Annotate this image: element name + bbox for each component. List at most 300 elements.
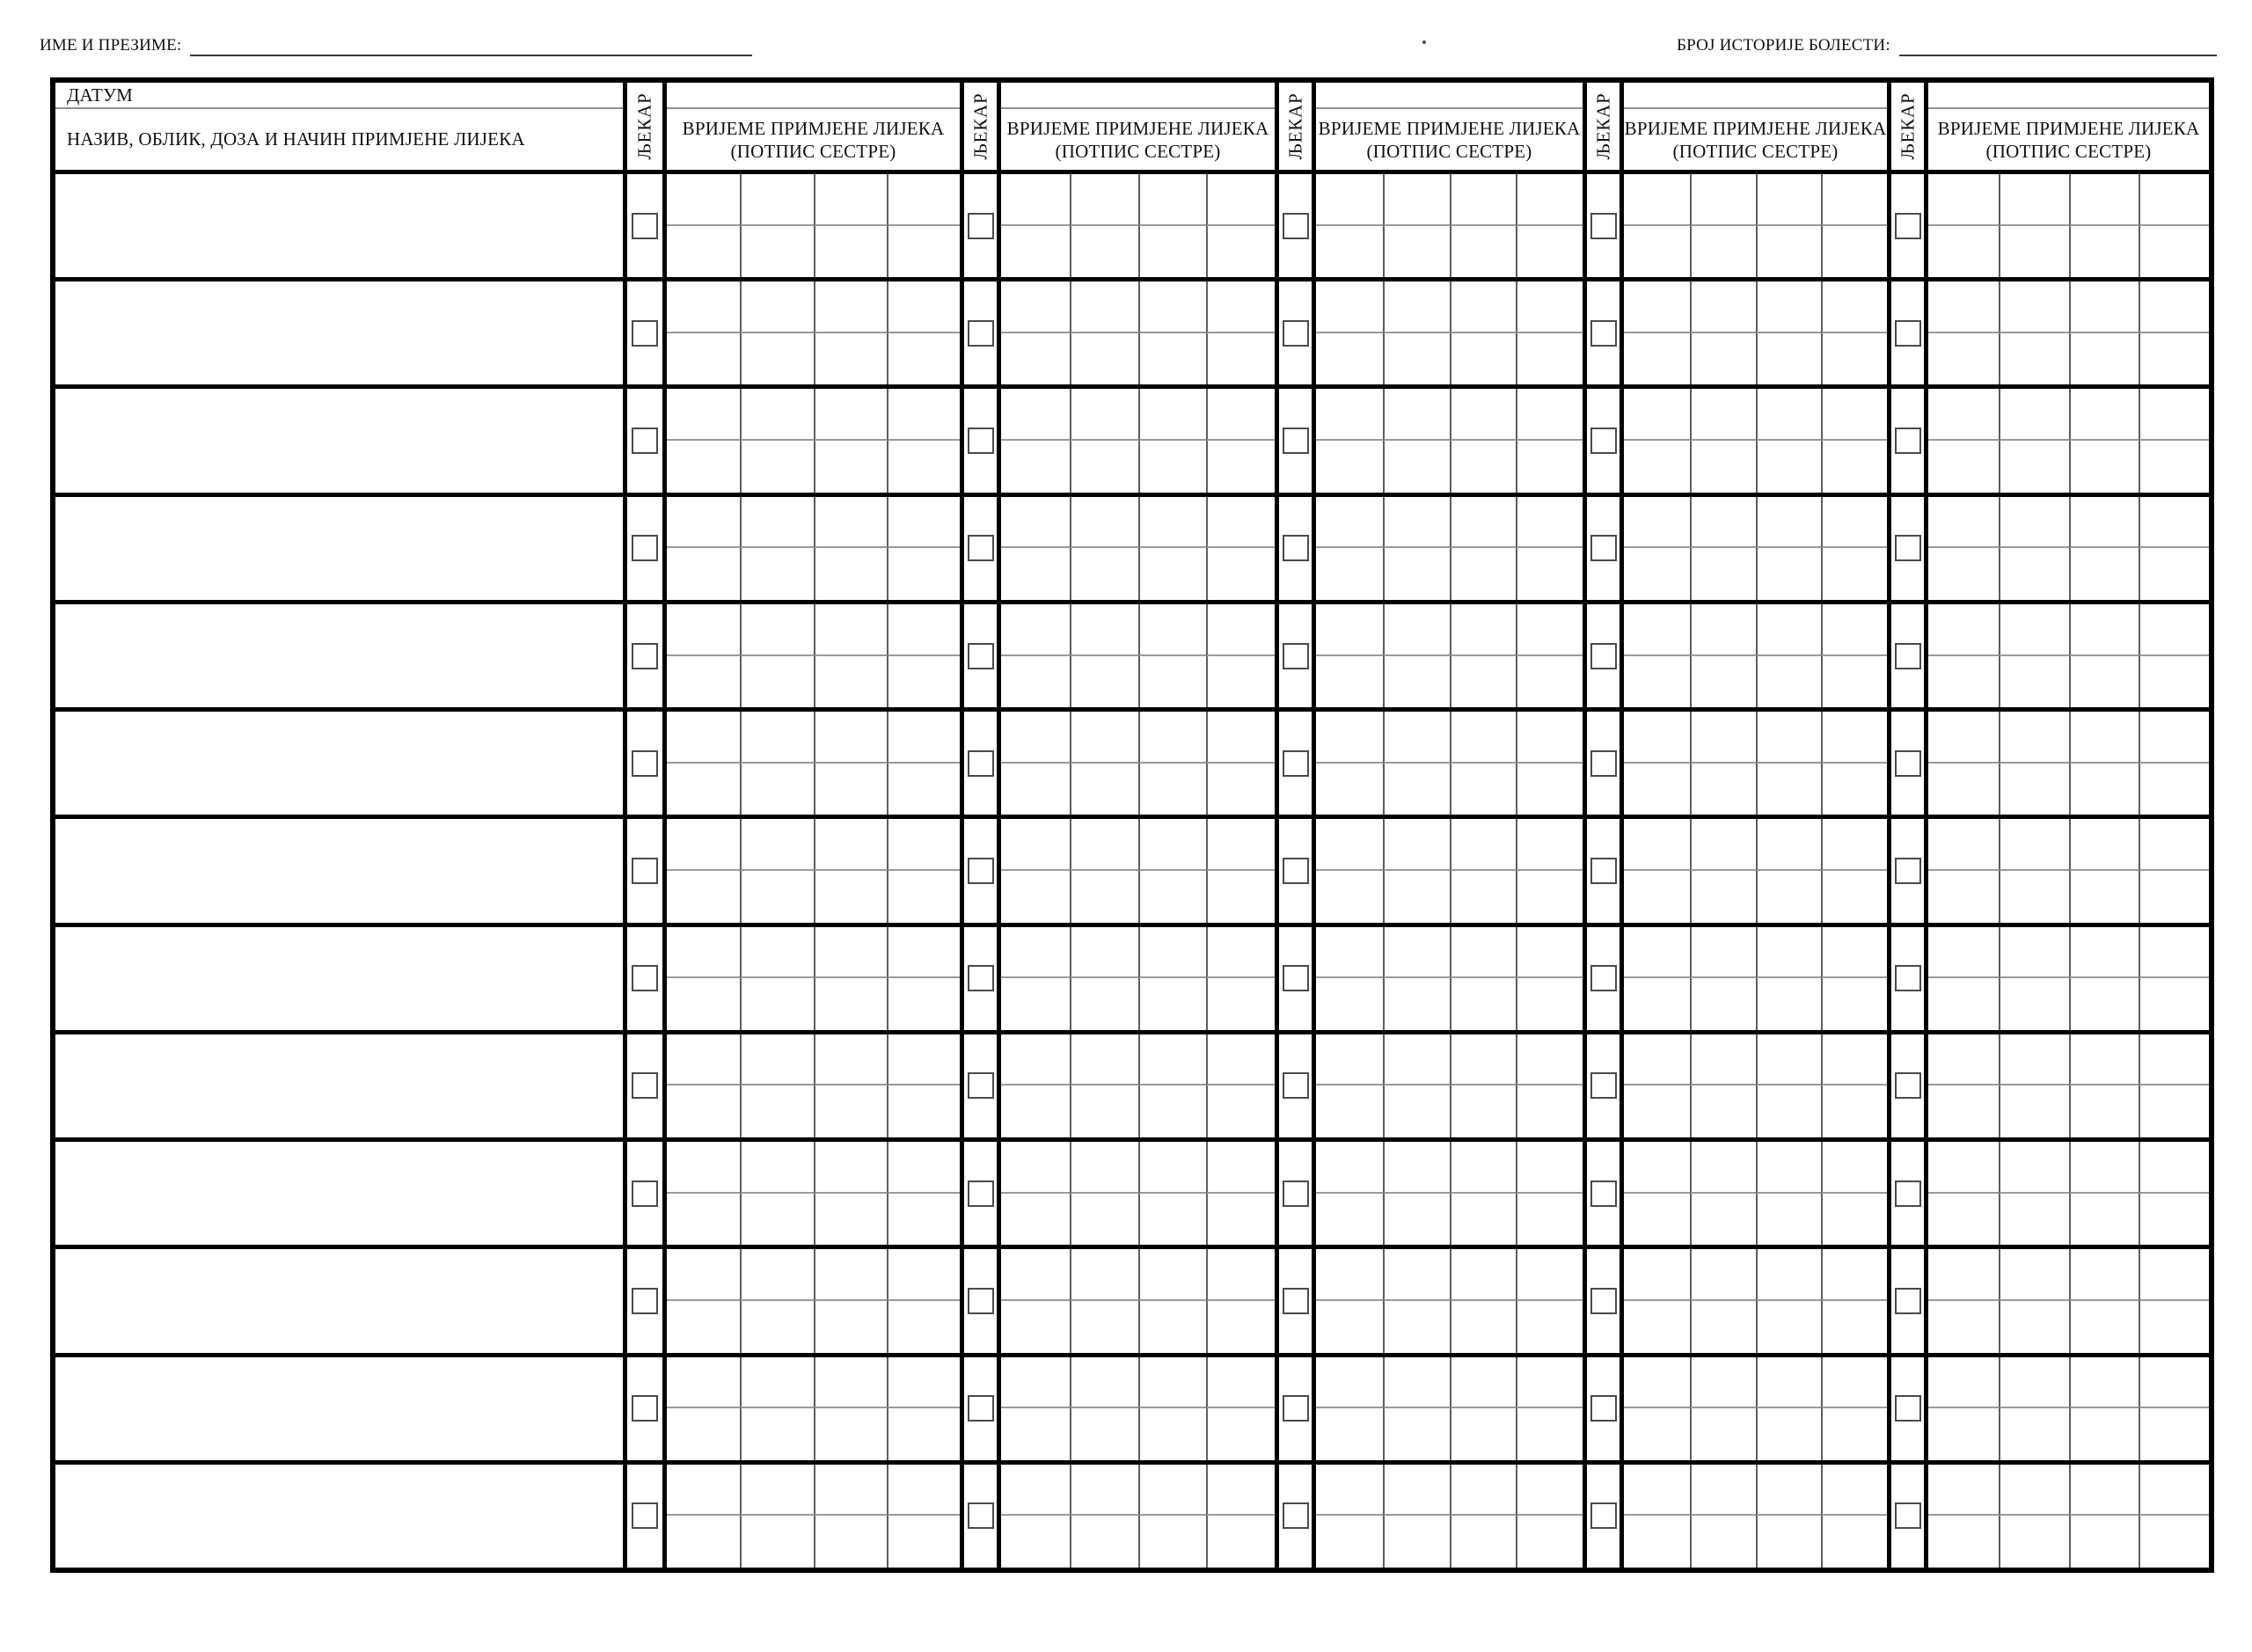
doctor-check-cell[interactable]: [1275, 1137, 1312, 1245]
time-grid-cell[interactable]: [1924, 170, 2209, 277]
time-slot-cell[interactable]: [1999, 226, 2069, 278]
doctor-check-cell[interactable]: [623, 1030, 662, 1137]
time-slot-cell[interactable]: [1756, 1034, 1822, 1086]
time-slot-cell[interactable]: [740, 441, 813, 493]
medication-entry-cell[interactable]: [55, 493, 623, 600]
time-slot-cell[interactable]: [1383, 1194, 1450, 1246]
time-slot-cell[interactable]: [1516, 978, 1583, 1030]
doctor-check-cell[interactable]: [1887, 707, 1924, 815]
time-slot-cell[interactable]: [1001, 1357, 1070, 1409]
time-grid-cell[interactable]: [1312, 493, 1583, 600]
time-slot-cell[interactable]: [667, 604, 740, 656]
time-slot-cell[interactable]: [1206, 281, 1275, 333]
time-slot-cell[interactable]: [1138, 871, 1207, 923]
time-grid-cell[interactable]: [1312, 600, 1583, 707]
time-slot-cell[interactable]: [740, 927, 813, 979]
medication-entry-cell[interactable]: [55, 1460, 623, 1568]
time-slot-cell[interactable]: [814, 389, 887, 441]
time-slot-cell[interactable]: [814, 764, 887, 815]
time-slot-cell[interactable]: [2069, 927, 2139, 979]
time-slot-cell[interactable]: [1928, 871, 1999, 923]
doctor-check-cell[interactable]: [960, 277, 997, 384]
time-grid-cell[interactable]: [1924, 384, 2209, 492]
doctor-checkbox[interactable]: [968, 858, 994, 884]
time-slot-cell[interactable]: [1383, 441, 1450, 493]
time-slot-cell[interactable]: [1070, 1301, 1138, 1353]
time-slot-cell[interactable]: [1821, 1408, 1887, 1460]
time-slot-cell[interactable]: [1928, 1249, 1999, 1301]
time-slot-cell[interactable]: [1999, 1034, 2069, 1086]
doctor-checkbox[interactable]: [632, 213, 658, 239]
time-slot-cell[interactable]: [667, 764, 740, 815]
time-slot-cell[interactable]: [1383, 1465, 1450, 1517]
time-slot-cell[interactable]: [1138, 1516, 1207, 1568]
time-slot-cell[interactable]: [2069, 226, 2139, 278]
time-slot-cell[interactable]: [1383, 333, 1450, 385]
time-slot-cell[interactable]: [1383, 174, 1450, 226]
time-slot-cell[interactable]: [1070, 1034, 1138, 1086]
time-slot-cell[interactable]: [1624, 927, 1690, 979]
time-slot-cell[interactable]: [1928, 1142, 1999, 1194]
time-slot-cell[interactable]: [2069, 764, 2139, 815]
time-slot-cell[interactable]: [1070, 871, 1138, 923]
time-slot-cell[interactable]: [1383, 656, 1450, 708]
time-slot-cell[interactable]: [887, 1142, 960, 1194]
time-slot-cell[interactable]: [2139, 497, 2209, 549]
medication-entry-cell[interactable]: [55, 600, 623, 707]
time-slot-cell[interactable]: [1928, 1516, 1999, 1568]
time-grid-cell[interactable]: [1924, 1245, 2209, 1352]
time-slot-cell[interactable]: [667, 441, 740, 493]
time-slot-cell[interactable]: [740, 656, 813, 708]
doctor-check-cell[interactable]: [1583, 707, 1620, 815]
time-slot-cell[interactable]: [1756, 497, 1822, 549]
time-slot-cell[interactable]: [740, 1034, 813, 1086]
time-slot-cell[interactable]: [2069, 712, 2139, 764]
time-slot-cell[interactable]: [1316, 1085, 1383, 1137]
time-slot-cell[interactable]: [1383, 978, 1450, 1030]
time-slot-cell[interactable]: [1821, 978, 1887, 1030]
time-slot-cell[interactable]: [667, 226, 740, 278]
time-grid-cell[interactable]: [997, 707, 1275, 815]
time-slot-cell[interactable]: [1756, 1142, 1822, 1194]
time-slot-cell[interactable]: [740, 497, 813, 549]
time-slot-cell[interactable]: [1001, 226, 1070, 278]
time-slot-cell[interactable]: [2069, 1085, 2139, 1137]
time-slot-cell[interactable]: [1001, 441, 1070, 493]
time-slot-cell[interactable]: [1206, 226, 1275, 278]
time-slot-cell[interactable]: [1928, 174, 1999, 226]
doctor-check-cell[interactable]: [623, 1137, 662, 1245]
time-slot-cell[interactable]: [1383, 497, 1450, 549]
time-slot-cell[interactable]: [1624, 281, 1690, 333]
time-slot-cell[interactable]: [740, 819, 813, 871]
time-slot-cell[interactable]: [1999, 333, 2069, 385]
time-slot-cell[interactable]: [887, 656, 960, 708]
time-slot-cell[interactable]: [1821, 333, 1887, 385]
time-slot-cell[interactable]: [1821, 497, 1887, 549]
time-slot-cell[interactable]: [1999, 1301, 2069, 1353]
doctor-check-cell[interactable]: [1887, 277, 1924, 384]
time-slot-cell[interactable]: [814, 1357, 887, 1409]
time-slot-cell[interactable]: [1928, 497, 1999, 549]
time-slot-cell[interactable]: [1138, 333, 1207, 385]
doctor-checkbox[interactable]: [1895, 1502, 1921, 1529]
time-slot-cell[interactable]: [1450, 764, 1517, 815]
time-slot-cell[interactable]: [2069, 497, 2139, 549]
time-slot-cell[interactable]: [2139, 441, 2209, 493]
time-slot-cell[interactable]: [887, 1516, 960, 1568]
time-slot-cell[interactable]: [2069, 656, 2139, 708]
time-slot-cell[interactable]: [1516, 441, 1583, 493]
time-slot-cell[interactable]: [1999, 1465, 2069, 1517]
time-slot-cell[interactable]: [887, 1085, 960, 1137]
time-slot-cell[interactable]: [887, 978, 960, 1030]
time-slot-cell[interactable]: [1756, 1357, 1822, 1409]
doctor-check-cell[interactable]: [960, 1245, 997, 1352]
time-slot-cell[interactable]: [1450, 871, 1517, 923]
time-slot-cell[interactable]: [1070, 1408, 1138, 1460]
time-slot-cell[interactable]: [1316, 548, 1383, 600]
time-grid-cell[interactable]: [1620, 1353, 1887, 1460]
time-grid-cell[interactable]: [1620, 384, 1887, 492]
time-grid-cell[interactable]: [662, 1137, 960, 1245]
doctor-checkbox[interactable]: [1283, 535, 1309, 561]
time-slot-cell[interactable]: [1690, 1194, 1756, 1246]
time-slot-cell[interactable]: [667, 548, 740, 600]
time-slot-cell[interactable]: [1316, 656, 1383, 708]
time-slot-cell[interactable]: [887, 1194, 960, 1246]
doctor-checkbox[interactable]: [1283, 1502, 1309, 1529]
time-slot-cell[interactable]: [814, 226, 887, 278]
time-grid-cell[interactable]: [662, 815, 960, 922]
time-grid-cell[interactable]: [1620, 923, 1887, 1030]
time-slot-cell[interactable]: [1383, 871, 1450, 923]
doctor-check-cell[interactable]: [1887, 384, 1924, 492]
time-slot-cell[interactable]: [887, 1034, 960, 1086]
doctor-checkbox[interactable]: [1895, 213, 1921, 239]
doctor-checkbox[interactable]: [632, 1502, 658, 1529]
time-grid-cell[interactable]: [1620, 277, 1887, 384]
time-slot-cell[interactable]: [814, 333, 887, 385]
time-grid-cell[interactable]: [997, 1353, 1275, 1460]
time-slot-cell[interactable]: [1138, 1357, 1207, 1409]
time-slot-cell[interactable]: [1821, 1516, 1887, 1568]
time-slot-cell[interactable]: [2139, 1034, 2209, 1086]
time-slot-cell[interactable]: [814, 1142, 887, 1194]
time-slot-cell[interactable]: [1516, 819, 1583, 871]
time-slot-cell[interactable]: [1316, 497, 1383, 549]
time-slot-cell[interactable]: [667, 1194, 740, 1246]
time-slot-cell[interactable]: [1821, 281, 1887, 333]
time-slot-cell[interactable]: [1316, 333, 1383, 385]
time-slot-cell[interactable]: [2069, 978, 2139, 1030]
doctor-checkbox[interactable]: [632, 428, 658, 454]
time-slot-cell[interactable]: [1516, 548, 1583, 600]
time-grid-cell[interactable]: [1620, 1030, 1887, 1137]
doctor-check-cell[interactable]: [623, 384, 662, 492]
doctor-check-cell[interactable]: [1275, 600, 1312, 707]
doctor-check-cell[interactable]: [960, 1030, 997, 1137]
doctor-check-cell[interactable]: [1583, 923, 1620, 1030]
time-slot-cell[interactable]: [2069, 441, 2139, 493]
time-slot-cell[interactable]: [1383, 1034, 1450, 1086]
doctor-check-cell[interactable]: [1275, 493, 1312, 600]
time-slot-cell[interactable]: [2069, 1357, 2139, 1409]
time-slot-cell[interactable]: [2069, 333, 2139, 385]
time-slot-cell[interactable]: [1690, 333, 1756, 385]
time-slot-cell[interactable]: [1928, 1194, 1999, 1246]
time-slot-cell[interactable]: [1383, 927, 1450, 979]
time-slot-cell[interactable]: [1756, 1516, 1822, 1568]
time-slot-cell[interactable]: [1206, 1357, 1275, 1409]
doctor-checkbox[interactable]: [1283, 213, 1309, 239]
time-slot-cell[interactable]: [1821, 1142, 1887, 1194]
doctor-checkbox[interactable]: [1283, 1072, 1309, 1099]
time-slot-cell[interactable]: [1383, 1249, 1450, 1301]
time-slot-cell[interactable]: [1070, 281, 1138, 333]
time-grid-cell[interactable]: [1312, 707, 1583, 815]
time-slot-cell[interactable]: [2139, 1357, 2209, 1409]
doctor-check-cell[interactable]: [960, 707, 997, 815]
time-slot-cell[interactable]: [1206, 174, 1275, 226]
time-slot-cell[interactable]: [1001, 1249, 1070, 1301]
time-slot-cell[interactable]: [2069, 548, 2139, 600]
time-slot-cell[interactable]: [1206, 978, 1275, 1030]
time-slot-cell[interactable]: [1928, 1357, 1999, 1409]
doctor-check-cell[interactable]: [1275, 815, 1312, 922]
time-slot-cell[interactable]: [1001, 604, 1070, 656]
time-slot-cell[interactable]: [667, 1516, 740, 1568]
doctor-checkbox[interactable]: [968, 320, 994, 347]
doctor-check-cell[interactable]: [1887, 600, 1924, 707]
doctor-checkbox[interactable]: [632, 643, 658, 669]
time-grid-cell[interactable]: [1924, 1460, 2209, 1568]
time-slot-cell[interactable]: [740, 1516, 813, 1568]
time-slot-cell[interactable]: [1821, 174, 1887, 226]
time-grid-cell[interactable]: [662, 493, 960, 600]
time-slot-cell[interactable]: [667, 1301, 740, 1353]
time-slot-cell[interactable]: [1624, 1142, 1690, 1194]
time-grid-cell[interactable]: [662, 600, 960, 707]
time-slot-cell[interactable]: [1316, 978, 1383, 1030]
doctor-checkbox[interactable]: [1283, 965, 1309, 991]
time-slot-cell[interactable]: [814, 712, 887, 764]
time-slot-cell[interactable]: [1516, 1301, 1583, 1353]
time-slot-cell[interactable]: [1690, 174, 1756, 226]
time-slot-cell[interactable]: [1928, 656, 1999, 708]
time-slot-cell[interactable]: [1624, 389, 1690, 441]
time-slot-cell[interactable]: [1001, 389, 1070, 441]
time-slot-cell[interactable]: [1138, 604, 1207, 656]
time-slot-cell[interactable]: [1383, 1357, 1450, 1409]
time-slot-cell[interactable]: [1138, 978, 1207, 1030]
time-slot-cell[interactable]: [1206, 819, 1275, 871]
time-slot-cell[interactable]: [2139, 226, 2209, 278]
time-slot-cell[interactable]: [1070, 226, 1138, 278]
time-slot-cell[interactable]: [1999, 1142, 2069, 1194]
time-slot-cell[interactable]: [1756, 819, 1822, 871]
time-slot-cell[interactable]: [1206, 1301, 1275, 1353]
doctor-check-cell[interactable]: [623, 277, 662, 384]
time-slot-cell[interactable]: [1516, 1408, 1583, 1460]
time-slot-cell[interactable]: [1999, 1357, 2069, 1409]
doctor-check-cell[interactable]: [623, 707, 662, 815]
time-slot-cell[interactable]: [1999, 281, 2069, 333]
time-slot-cell[interactable]: [1756, 978, 1822, 1030]
time-slot-cell[interactable]: [1690, 1034, 1756, 1086]
doctor-check-cell[interactable]: [960, 815, 997, 922]
time-slot-cell[interactable]: [1624, 226, 1690, 278]
time-slot-cell[interactable]: [1624, 1408, 1690, 1460]
time-grid-cell[interactable]: [1620, 600, 1887, 707]
time-slot-cell[interactable]: [1001, 1301, 1070, 1353]
time-slot-cell[interactable]: [1516, 1142, 1583, 1194]
time-slot-cell[interactable]: [1999, 712, 2069, 764]
time-slot-cell[interactable]: [887, 174, 960, 226]
time-grid-cell[interactable]: [997, 1030, 1275, 1137]
medication-entry-cell[interactable]: [55, 815, 623, 922]
time-grid-cell[interactable]: [1312, 923, 1583, 1030]
time-slot-cell[interactable]: [2139, 1301, 2209, 1353]
time-slot-cell[interactable]: [1138, 281, 1207, 333]
time-slot-cell[interactable]: [1450, 1085, 1517, 1137]
time-slot-cell[interactable]: [1138, 1465, 1207, 1517]
time-slot-cell[interactable]: [1999, 1516, 2069, 1568]
time-slot-cell[interactable]: [1928, 226, 1999, 278]
time-slot-cell[interactable]: [740, 1249, 813, 1301]
time-slot-cell[interactable]: [2139, 174, 2209, 226]
time-grid-cell[interactable]: [1924, 815, 2209, 922]
medication-entry-cell[interactable]: [55, 384, 623, 492]
time-slot-cell[interactable]: [1206, 1034, 1275, 1086]
doctor-checkbox[interactable]: [632, 1072, 658, 1099]
time-slot-cell[interactable]: [1001, 1408, 1070, 1460]
doctor-checkbox[interactable]: [1283, 1288, 1309, 1314]
time-grid-cell[interactable]: [1312, 384, 1583, 492]
time-slot-cell[interactable]: [1999, 441, 2069, 493]
time-slot-cell[interactable]: [2139, 1085, 2209, 1137]
time-slot-cell[interactable]: [740, 1357, 813, 1409]
time-slot-cell[interactable]: [1624, 497, 1690, 549]
time-slot-cell[interactable]: [1206, 604, 1275, 656]
time-slot-cell[interactable]: [1316, 281, 1383, 333]
medication-entry-cell[interactable]: [55, 170, 623, 277]
time-grid-cell[interactable]: [1312, 277, 1583, 384]
time-slot-cell[interactable]: [1999, 819, 2069, 871]
time-grid-cell[interactable]: [1620, 493, 1887, 600]
time-slot-cell[interactable]: [740, 1408, 813, 1460]
time-slot-cell[interactable]: [1070, 604, 1138, 656]
time-slot-cell[interactable]: [1070, 1516, 1138, 1568]
doctor-check-cell[interactable]: [960, 1137, 997, 1245]
time-slot-cell[interactable]: [814, 1085, 887, 1137]
time-slot-cell[interactable]: [1624, 333, 1690, 385]
time-slot-cell[interactable]: [1821, 226, 1887, 278]
time-slot-cell[interactable]: [1690, 978, 1756, 1030]
medication-entry-cell[interactable]: [55, 1245, 623, 1352]
doctor-checkbox[interactable]: [1895, 858, 1921, 884]
time-slot-cell[interactable]: [887, 389, 960, 441]
time-grid-cell[interactable]: [997, 384, 1275, 492]
time-slot-cell[interactable]: [1450, 497, 1517, 549]
time-slot-cell[interactable]: [1690, 819, 1756, 871]
time-slot-cell[interactable]: [1516, 927, 1583, 979]
time-slot-cell[interactable]: [814, 1301, 887, 1353]
time-slot-cell[interactable]: [1690, 764, 1756, 815]
time-slot-cell[interactable]: [2069, 1301, 2139, 1353]
time-slot-cell[interactable]: [1450, 333, 1517, 385]
time-grid-cell[interactable]: [997, 923, 1275, 1030]
medication-entry-cell[interactable]: [55, 707, 623, 815]
doctor-check-cell[interactable]: [623, 1245, 662, 1352]
time-slot-cell[interactable]: [1316, 1357, 1383, 1409]
time-slot-cell[interactable]: [1756, 1408, 1822, 1460]
time-slot-cell[interactable]: [1450, 927, 1517, 979]
time-slot-cell[interactable]: [1756, 712, 1822, 764]
doctor-check-cell[interactable]: [623, 493, 662, 600]
time-slot-cell[interactable]: [1690, 281, 1756, 333]
time-slot-cell[interactable]: [2139, 927, 2209, 979]
time-slot-cell[interactable]: [1001, 497, 1070, 549]
time-slot-cell[interactable]: [1138, 226, 1207, 278]
time-slot-cell[interactable]: [1383, 226, 1450, 278]
time-slot-cell[interactable]: [1450, 389, 1517, 441]
time-slot-cell[interactable]: [740, 1465, 813, 1517]
time-slot-cell[interactable]: [1624, 819, 1690, 871]
time-grid-cell[interactable]: [662, 1245, 960, 1352]
patient-name-entry-line[interactable]: [190, 33, 752, 56]
medication-entry-cell[interactable]: [55, 1137, 623, 1245]
time-slot-cell[interactable]: [667, 871, 740, 923]
doctor-checkbox[interactable]: [1590, 1181, 1617, 1207]
time-slot-cell[interactable]: [1516, 389, 1583, 441]
time-slot-cell[interactable]: [2139, 389, 2209, 441]
history-number-entry-line[interactable]: [1899, 33, 2217, 56]
time-slot-cell[interactable]: [1070, 1142, 1138, 1194]
time-slot-cell[interactable]: [1928, 819, 1999, 871]
time-slot-cell[interactable]: [1756, 333, 1822, 385]
time-slot-cell[interactable]: [1624, 1301, 1690, 1353]
doctor-check-cell[interactable]: [1583, 600, 1620, 707]
time-slot-cell[interactable]: [1821, 712, 1887, 764]
time-slot-cell[interactable]: [1316, 1194, 1383, 1246]
time-slot-cell[interactable]: [1999, 174, 2069, 226]
time-slot-cell[interactable]: [1624, 978, 1690, 1030]
time-grid-cell[interactable]: [997, 1137, 1275, 1245]
time-slot-cell[interactable]: [1206, 389, 1275, 441]
time-slot-cell[interactable]: [1516, 1194, 1583, 1246]
time-slot-cell[interactable]: [1450, 819, 1517, 871]
time-slot-cell[interactable]: [1070, 656, 1138, 708]
time-slot-cell[interactable]: [667, 333, 740, 385]
time-slot-cell[interactable]: [1690, 1085, 1756, 1137]
time-slot-cell[interactable]: [1690, 497, 1756, 549]
time-slot-cell[interactable]: [1138, 497, 1207, 549]
time-slot-cell[interactable]: [1206, 871, 1275, 923]
time-slot-cell[interactable]: [1999, 604, 2069, 656]
time-slot-cell[interactable]: [1450, 604, 1517, 656]
time-slot-cell[interactable]: [814, 497, 887, 549]
time-grid-cell[interactable]: [997, 815, 1275, 922]
doctor-checkbox[interactable]: [1590, 1288, 1617, 1314]
time-slot-cell[interactable]: [1999, 656, 2069, 708]
time-slot-cell[interactable]: [1383, 1142, 1450, 1194]
time-grid-cell[interactable]: [1312, 815, 1583, 922]
time-slot-cell[interactable]: [1516, 174, 1583, 226]
time-slot-cell[interactable]: [887, 226, 960, 278]
time-grid-cell[interactable]: [1620, 1245, 1887, 1352]
